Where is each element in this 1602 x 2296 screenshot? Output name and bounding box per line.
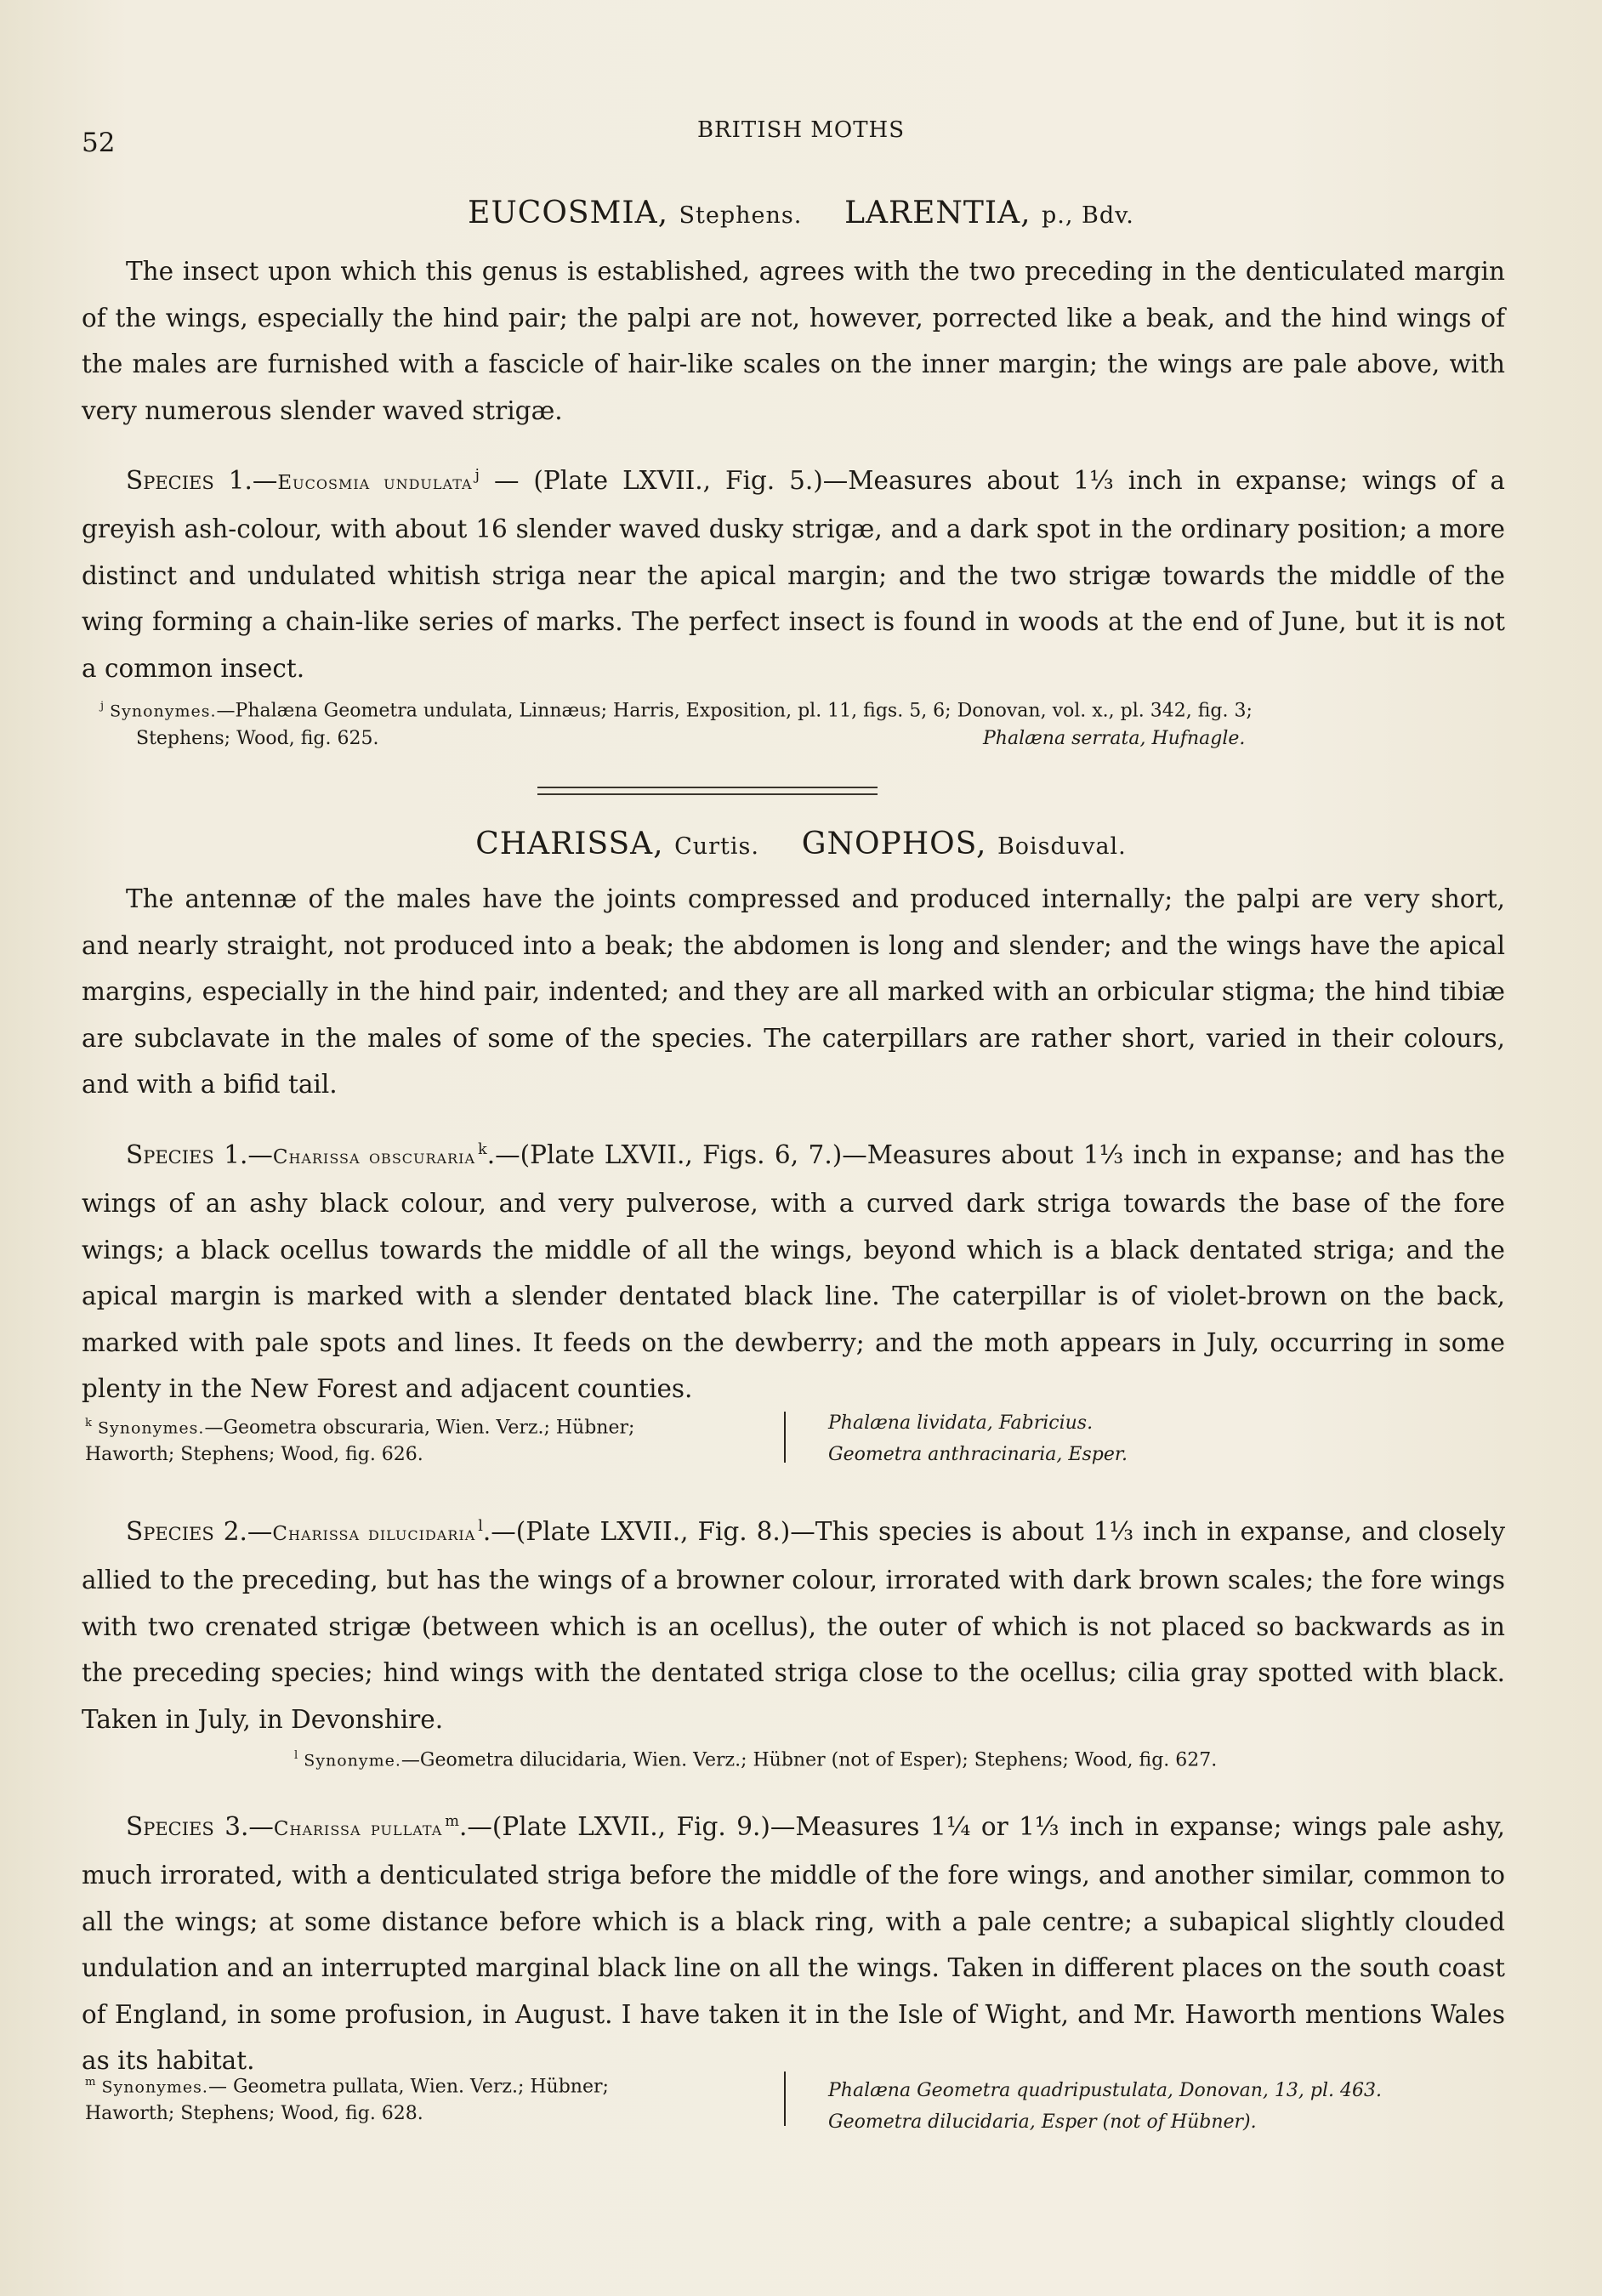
- footnote-m-right-1: Phalæna Geometra quadripustulata, Donovan, 13, pl. 463.: [828, 2080, 1382, 2101]
- footnote-j-line-2a: Stephens; Wood, fig. 625.: [136, 728, 379, 749]
- footnote-ref: l: [478, 1518, 483, 1535]
- charissa-species-2: [82, 1503, 1505, 1742]
- genus-alt-author: p., Bdv.: [1042, 202, 1134, 229]
- species-name: Eucosmia undulata: [277, 471, 473, 494]
- eucosmia-species-1: [82, 452, 1505, 691]
- charissa-species-3: [82, 1799, 1505, 2084]
- eucosmia-genus-heading: [0, 196, 1602, 230]
- footnote-m-right-2: Geometra dilucidaria, Esper (not of Hübner).: [828, 2111, 1257, 2133]
- footnote-j: [100, 691, 1512, 727]
- running-head: BRITISH MOTHS: [696, 117, 906, 143]
- footnote-line-1: —Phalæna Geometra undulata, Linnæus; Harris, Exposition, pl. 11, figs. 5, 6; Donovan, vol. x., pl. 342, fig. 3;: [216, 700, 1253, 722]
- footnote-column-divider: [784, 2072, 786, 2126]
- genus-name: CHARISSA,: [475, 827, 664, 861]
- species-description: .—(Plate LXVII., Fig. 8.)—This species is about 1⅓ inch in expanse, and closely allied to the preceding, but has the wings of a browner colour, irrorated with dark brown scales; the fore wings with two crenated strigæ (between which is an ocellus), the outer of which is not placed so backwards as in the preceding species; hind wings with the dentated striga close to the ocellus; cilia gray spotted with black. Taken in July, in Devonshire.: [82, 1516, 1505, 1734]
- genus-alt-name: GNOPHOS,: [801, 827, 987, 861]
- charissa-species-1: [82, 1127, 1505, 1412]
- charissa-intro: The antennæ of the males have the joints compressed and produced internally; the palpi are very short, and nearly straight, not produced into a beak; the abdomen is long and slender; and the wings have the apical margins, especially in the hind pair, indented; and they are all marked with an orbicular stigma; the hind tibiæ are subclavate in the males of some of the species. The caterpillars are rather short, varied in their colours, and with a bifid tail.: [82, 884, 1505, 1099]
- genus-author: Curtis.: [674, 833, 759, 860]
- species-description: .—(Plate LXVII., Figs. 6, 7.)—Measures about 1⅓ inch in expanse; and has the wings of an ashy black colour, and very pulverose, with a curved dark striga towards the base of the fore wings; a black ocellus towards the middle of all the wings, beyond which is a black dentated striga; and the apical margin is marked with a slender dentated black line. The caterpillar is of violet-brown on the back, marked with pale spots and lines. It feeds on the dewberry; and the moth appears in July, occurring in some plenty in the New Forest and adjacent counties.: [82, 1139, 1505, 1404]
- footnote-label: Synonymes.: [110, 702, 217, 721]
- footnote-j-line-2b: Phalæna serrata, Hufnagle.: [983, 728, 1246, 749]
- footnote-mark: m: [85, 2076, 96, 2089]
- charissa-genus-heading: [0, 827, 1602, 861]
- species-description: — (Plate LXVII., Fig. 5.)—Measures about 1⅓ inch in expanse; wings of a greyish ash-colour, with about 16 slender waved dusky strigæ, and a dark spot in the ordinary position; a more distinct and undulated whitish striga near the apical margin; and the two strigæ towards the middle of the wing forming a chain-like series of marks. The perfect insect is found in woods at the end of June, but it is not a common insect.: [82, 465, 1505, 683]
- species-lead: Species 2.—: [126, 1516, 273, 1546]
- footnote-label: Synonyme.: [304, 1751, 401, 1770]
- genus-name: EUCOSMIA,: [468, 196, 669, 230]
- genus-alt-author: Boisduval.: [997, 833, 1127, 860]
- footnote-text: —Geometra dilucidaria, Wien. Verz.; Hübner (not of Esper); Stephens; Wood, fig. 627.: [400, 1749, 1218, 1771]
- footnote-k-right-1: Phalæna lividata, Fabricius.: [828, 1412, 1094, 1434]
- eucosmia-intro: The insect upon which this genus is established, agrees with the two preceding in the denticulated margin of the wings, especially the hind pair; the palpi are not, however, porrected like a beak, and the hind wings of the males are furnished with a fascicle of hair-like scales on the inner margin; the wings are pale above, with very numerous slender waved strigæ.: [82, 257, 1505, 425]
- footnote-k-left-2: Haworth; Stephens; Wood, fig. 626.: [85, 1444, 423, 1465]
- footnote-column-divider: [784, 1412, 786, 1463]
- species-name: Charissa obscuraria: [272, 1145, 476, 1168]
- footnote-mark: k: [85, 1417, 92, 1429]
- page-number: 52: [82, 128, 116, 158]
- footnote-m-left-2: Haworth; Stephens; Wood, fig. 628.: [85, 2103, 423, 2124]
- footnote-text: —Geometra obscuraria, Wien. Verz.; Hübner;: [204, 1417, 635, 1439]
- footnote-l: [294, 1740, 1217, 1776]
- footnote-label: Synonymes.: [98, 1418, 205, 1438]
- footnote-mark: j: [100, 700, 105, 713]
- footnote-ref: m: [445, 1813, 459, 1830]
- species-name: Charissa pullata: [273, 1817, 443, 1840]
- footnote-ref: j: [474, 467, 480, 484]
- footnote-mark: l: [294, 1749, 298, 1762]
- section-divider: [537, 787, 878, 795]
- species-description: .—(Plate LXVII., Fig. 9.)—Measures 1¼ or 1⅓ inch in expanse; wings pale ashy, much irrorated, with a denticulated striga before the middle of the fore wings, and another similar, common to all the wings; at some distance before which is a black ring, with a pale centre; a subapical slightly clouded undulation and an interrupted marginal black line on all the wings. Taken in different places on the south coast of England, in some profusion, in August. I have taken it in the Isle of Wight, and Mr. Haworth mentions Wales as its habitat.: [82, 1811, 1505, 2076]
- species-name: Charissa dilucidaria: [272, 1522, 476, 1545]
- footnote-text: — Geometra pullata, Wien. Verz.; Hübner;: [207, 2076, 609, 2098]
- footnote-ref: k: [477, 1141, 487, 1158]
- genus-alt-name: LARENTIA,: [844, 196, 1031, 230]
- footnote-label: Synonymes.: [101, 2077, 208, 2097]
- genus-author: Stephens.: [679, 202, 803, 229]
- species-lead: Species 3.—: [126, 1811, 274, 1841]
- species-lead: Species 1.—: [126, 1139, 273, 1169]
- footnote-k-right-2: Geometra anthracinaria, Esper.: [828, 1444, 1128, 1465]
- species-lead: Species 1.—: [126, 465, 278, 495]
